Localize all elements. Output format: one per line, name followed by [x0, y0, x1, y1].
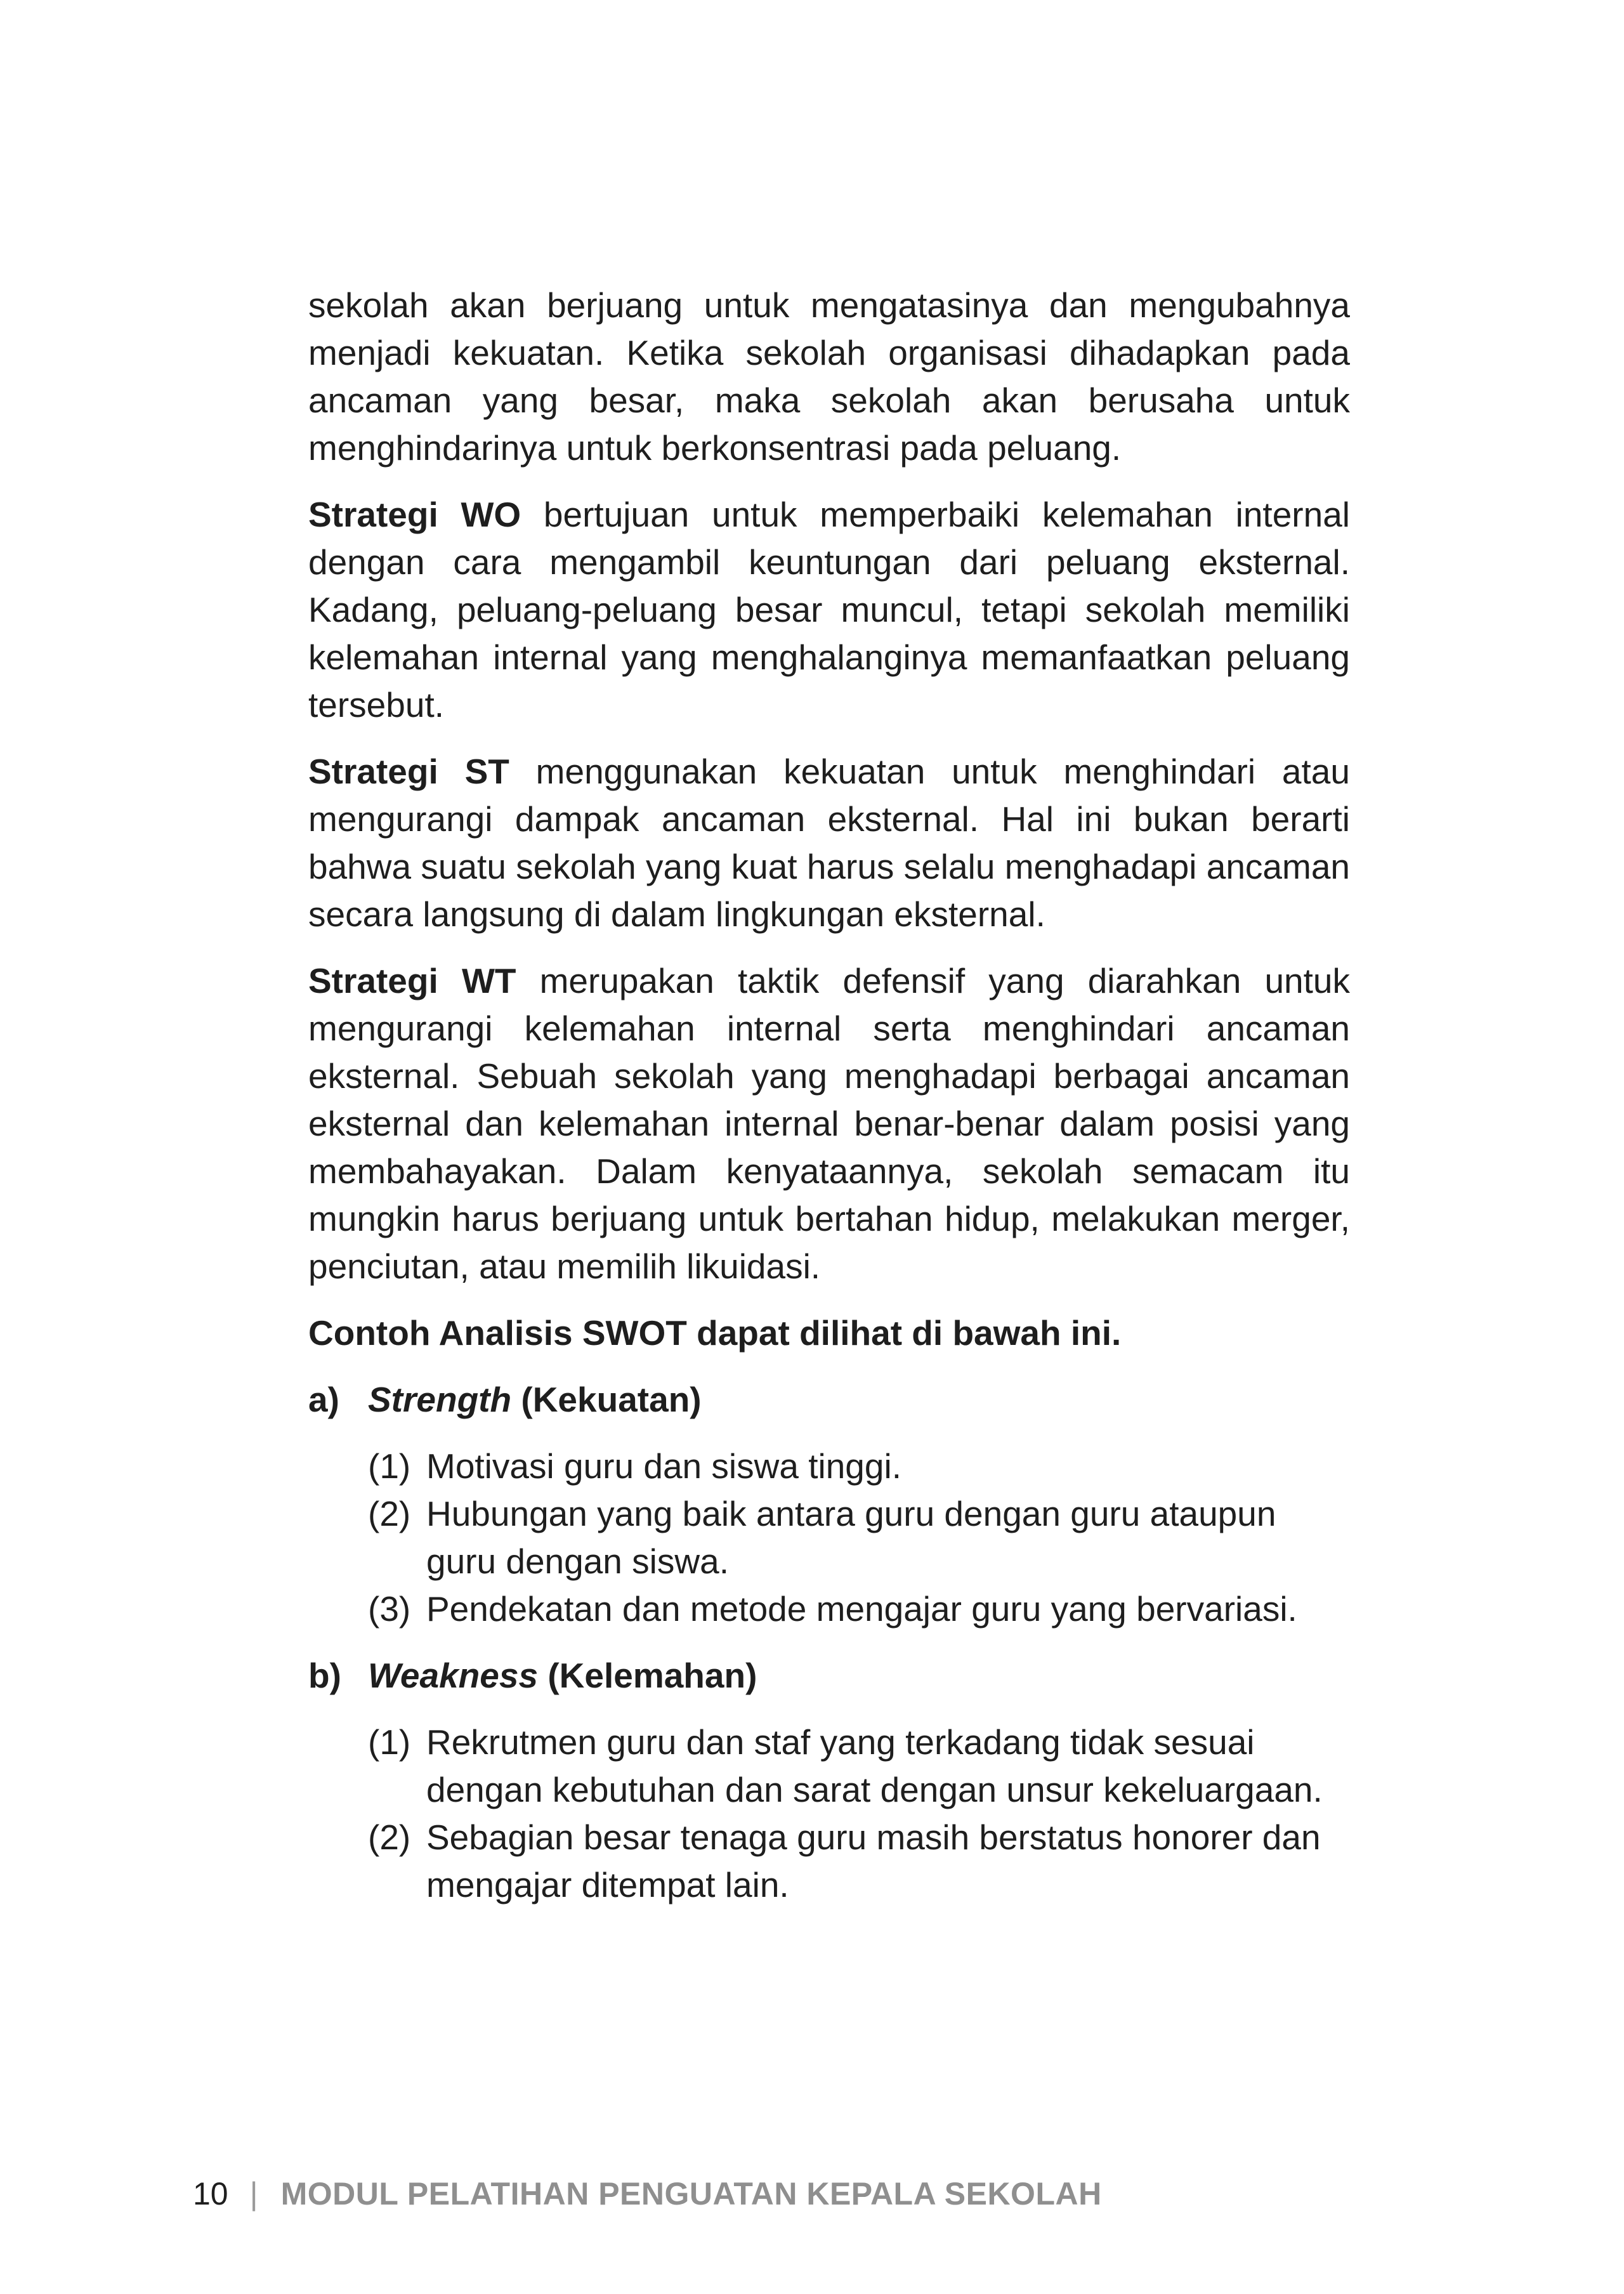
- paragraph-lead: Strategi WT: [308, 961, 516, 1000]
- paragraph-text: menggunakan kekuatan untuk menghindari atau mengurangi dampak ancaman eksternal. Hal ini bukan berarti bahwa suatu sekolah yang kuat harus selalu menghadapi ancaman secara langsung di dalam lingkungan eksternal.: [308, 752, 1350, 934]
- paragraph-strategi-wt: [308, 957, 1350, 1290]
- example-heading: Contoh Analisis SWOT dapat dilihat di bawah ini.: [308, 1313, 1122, 1353]
- section-term: Weakness: [368, 1656, 539, 1695]
- list-item: [368, 1814, 1350, 1909]
- strength-list: [368, 1443, 1350, 1633]
- list-item: [368, 1490, 1350, 1585]
- paragraph-intro-text: sekolah akan berjuang untuk mengatasinya dan mengubahnya menjadi kekuatan. Ketika sekolah organisasi dihadapkan pada ancaman yang besar, maka sekolah akan berusaha untuk menghindarinya untuk berkonsentrasi pada peluang.: [308, 285, 1350, 468]
- paragraph-text: merupakan taktik defensif yang diarahkan untuk mengurangi kelemahan internal serta menghindari ancaman eksternal. Sebuah sekolah yang menghadapi berbagai ancaman eksternal dan kelemahan internal benar-benar dalam posisi yang membahayakan. Dalam kenyataannya, sekolah semacam itu mungkin harus berjuang untuk bertahan hidup, melakukan merger, penciutan, atau memilih likuidasi.: [308, 961, 1350, 1286]
- paragraph-lead: Strategi ST: [308, 752, 509, 791]
- list-item-number: (1): [368, 1446, 411, 1486]
- section-strength-heading: [308, 1376, 1350, 1424]
- section-term: Strength: [368, 1380, 512, 1419]
- list-item-number: (2): [368, 1494, 411, 1533]
- section-gloss: (Kelemahan): [538, 1656, 757, 1695]
- section-title: [368, 1652, 757, 1700]
- weakness-list: [368, 1719, 1350, 1909]
- list-item-number: (1): [368, 1722, 411, 1762]
- list-item: [368, 1443, 1350, 1490]
- list-item-text: Hubungan yang baik antara guru dengan guru ataupun guru dengan siswa.: [426, 1494, 1276, 1581]
- section-title: [368, 1376, 702, 1424]
- paragraph-strategi-wo: [308, 491, 1350, 729]
- section-gloss: (Kekuatan): [511, 1380, 702, 1419]
- section-weakness-heading: [308, 1652, 1350, 1700]
- list-item-text: Pendekatan dan metode mengajar guru yang bervariasi.: [426, 1589, 1297, 1629]
- list-item-text: Motivasi guru dan siswa tinggi.: [426, 1446, 901, 1486]
- paragraph-strategi-st: [308, 748, 1350, 938]
- page-number: 10: [193, 2176, 228, 2212]
- list-item: [368, 1585, 1350, 1633]
- list-item-number: (3): [368, 1589, 411, 1629]
- page-footer: [193, 2175, 1102, 2213]
- paragraph-text: bertujuan untuk memperbaiki kelemahan internal dengan cara mengambil keuntungan dari peluang eksternal. Kadang, peluang-peluang besar muncul, tetapi sekolah memiliki kelemahan internal yang menghalanginya memanfaatkan peluang tersebut.: [308, 495, 1351, 724]
- paragraph-intro: [308, 282, 1350, 472]
- paragraph-lead: Strategi WO: [308, 495, 521, 534]
- section-marker: b): [308, 1656, 341, 1695]
- list-item-text: Sebagian besar tenaga guru masih berstatus honorer dan mengajar ditempat lain.: [426, 1818, 1321, 1904]
- page-body: [308, 282, 1350, 1928]
- footer-separator: |: [249, 2176, 258, 2212]
- list-item-text: Rekrutmen guru dan staf yang terkadang tidak sesuai dengan kebutuhan dan sarat dengan unsur kekeluargaan.: [426, 1722, 1323, 1809]
- list-item: [368, 1719, 1350, 1814]
- section-marker: a): [308, 1380, 339, 1419]
- list-item-number: (2): [368, 1818, 411, 1857]
- footer-title: MODUL PELATIHAN PENGUATAN KEPALA SEKOLAH: [280, 2176, 1102, 2212]
